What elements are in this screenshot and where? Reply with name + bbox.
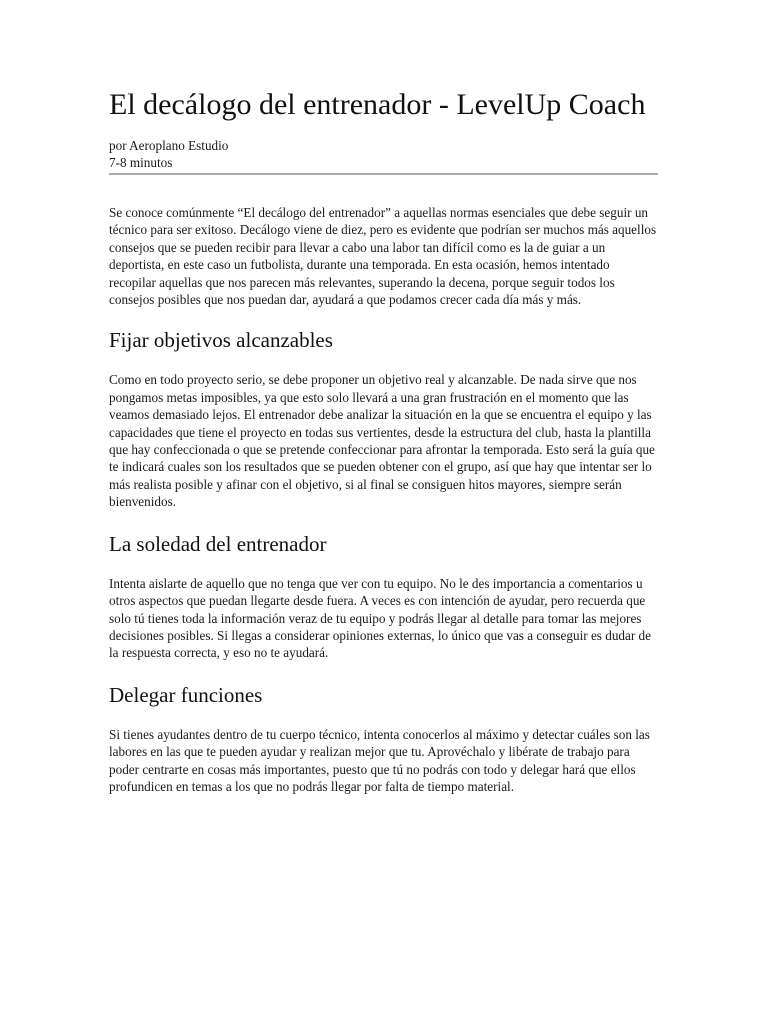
page-title: El decálogo del entrenador - LevelUp Coach xyxy=(109,88,646,121)
section-heading-objetivos: Fijar objetivos alcanzables xyxy=(109,328,333,353)
section-body-soledad: Intenta aislarte de aquello que no tenga que ver con tu equipo. No le des importancia a comentarios u otros aspectos que puedan llegarte desde fuera. A veces es con intención de ayudar, pero recuerda que solo tú tienes toda la información veraz de tu equipo y podrás llegar al detalle para tomar las mejores decisiones posibles. Si llegas a considerar opiniones externas, lo único que vas a conseguir es dudar de la respuesta correcta, y eso no te ayudará. xyxy=(109,575,652,661)
section-body-delegar: Si tienes ayudantes dentro de tu cuerpo técnico, intenta conocerlos al máximo y detectar cuáles son las labores en las que te pueden ayudar y realizan mejor que tu. Aprovéchalo y libérate de trabajo para poder centrarte en cosas más importantes, puesto que tú no podrás con todo y delegar hará que ellos profundicen en temas a los que no podrás llegar por falta de tiempo material. xyxy=(109,726,650,794)
intro-paragraph: Se conoce comúnmente “El decálogo del entrenador” a aquellas normas esenciales que debe seguir un técnico para ser exitoso. Decálogo viene de diez, pero es evidente que podrían ser muchos más aquellos consejos que se pueden recibir para llevar a cabo una labor tan difícil como es la de guiar a un deportista, en este caso un futbolista, durante una temporada. En esta ocasión, hemos intentado recopilar aquellas que nos parecen más relevantes, superando la decena, porque seguir todos los consejos posibles que nos puedan dar, ayudará a que podamos crecer cada día más y más. xyxy=(109,205,657,308)
author-line: por Aeroplano Estudio xyxy=(109,138,229,153)
section-body-objetivos: Como en todo proyecto serio, se debe proponer un objetivo real y alcanzable. De nada sirve que nos pongamos metas imposibles, ya que esto solo llevará a una gran frustración en el momento que las veamos demasiado lejos. El entrenador debe analizar la situación en la que se encuentra el equipo y las capacidades que tiene el proyecto en todas sus vertientes, desde la estructura del club, hasta la plantilla que hay confeccionada o que se pretende confeccionar para afrontar la temporada. Esto será la guía que te indicará cuales son los resultados que se pueden obtener con el grupo, así que hay que intentar ser lo más realista posible y afinar con el objetivo, si al final se consiguen hitos mayores, siempre serán bienvenidos. xyxy=(109,372,655,510)
section-heading-delegar: Delegar funciones xyxy=(109,682,263,707)
section-heading-soledad: La soledad del entrenador xyxy=(109,531,327,556)
article xyxy=(109,88,658,795)
article-meta xyxy=(109,137,658,171)
header-divider xyxy=(109,173,658,175)
reading-time: 7-8 minutos xyxy=(109,155,173,170)
